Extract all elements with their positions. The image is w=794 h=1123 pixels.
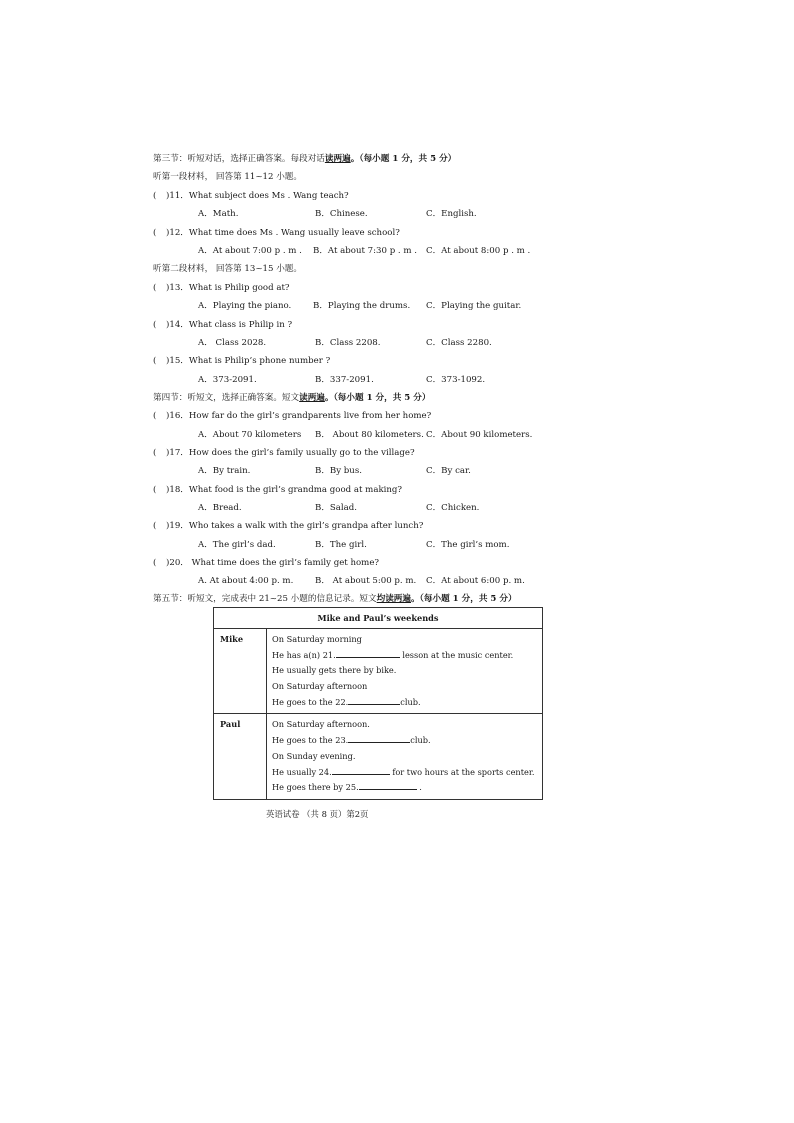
option-c: C．Playing the guitar. bbox=[426, 301, 522, 311]
question-number: )15． bbox=[166, 356, 189, 366]
option-b: B．Salad. bbox=[315, 503, 358, 513]
question-text: What time does the girl’s family get home? bbox=[188, 558, 380, 568]
table-row-paul bbox=[214, 714, 543, 799]
answer-paren-open: ( bbox=[153, 228, 157, 238]
question-18 bbox=[153, 484, 402, 496]
record-text: for two hours at the sports center. bbox=[389, 766, 535, 777]
option-a: A．373-2091. bbox=[198, 375, 257, 385]
option-c: C．373-1092. bbox=[426, 375, 486, 385]
option-b: B．Class 2208. bbox=[315, 338, 381, 348]
answer-paren-open: ( bbox=[153, 411, 157, 421]
option-c: C．English. bbox=[426, 209, 477, 219]
option-c: C．The girl’s mom. bbox=[426, 540, 510, 550]
option-b: B．The girl. bbox=[315, 540, 367, 550]
question-17 bbox=[153, 447, 415, 459]
option-b: B． At about 5:00 p. m. bbox=[315, 576, 417, 586]
record-text: He goes to the 22. bbox=[272, 696, 349, 707]
answer-blank-25[interactable] bbox=[359, 781, 417, 790]
row-content-paul bbox=[267, 714, 543, 799]
record-text: He goes to the 23. bbox=[272, 735, 349, 746]
section3-part2: 听第二段材料， 回答第 13~15 小题。 bbox=[153, 264, 302, 274]
option-c: C．At about 6:00 p. m. bbox=[426, 576, 525, 586]
answer-paren-open: ( bbox=[153, 283, 157, 293]
question-20 bbox=[153, 557, 379, 569]
question-19 bbox=[153, 520, 423, 532]
record-line bbox=[272, 780, 542, 796]
question-number: )20． bbox=[166, 558, 189, 568]
option-a: A．Math. bbox=[198, 209, 239, 219]
section4-heading-text: 第四节：听短文，选择正确答案。短文 bbox=[153, 393, 300, 403]
question-14 bbox=[153, 319, 292, 331]
record-text: . bbox=[416, 782, 422, 793]
option-a: A．The girl’s dad. bbox=[198, 540, 276, 550]
answer-blank-21[interactable] bbox=[336, 649, 400, 658]
table-row-mike bbox=[214, 629, 543, 714]
option-b: B．At about 7:30 p . m . bbox=[313, 246, 418, 256]
table-title: Mike and Paul’s weekends bbox=[214, 608, 543, 629]
question-text: What food is the girl’s grandma good at making? bbox=[188, 485, 403, 495]
question-11 bbox=[153, 190, 349, 202]
question-text: What time does Ms . Wang usually leave school? bbox=[188, 228, 400, 238]
answer-paren-open: ( bbox=[153, 191, 157, 201]
section3-heading-text: 第三节：听短对话，选择正确答案。每段对话 bbox=[153, 154, 325, 164]
option-b: B．Playing the drums. bbox=[313, 301, 411, 311]
option-c: C．Class 2280. bbox=[426, 338, 492, 348]
option-b: B．337-2091. bbox=[315, 375, 374, 385]
section4-heading bbox=[153, 392, 430, 404]
question-text: How far do the girl’s grandparents live from her home? bbox=[188, 411, 432, 421]
option-a: A．By train. bbox=[198, 466, 251, 476]
record-text: He has a(n) 21. bbox=[272, 649, 336, 660]
answer-blank-23[interactable] bbox=[348, 734, 410, 743]
option-b: B．By bus. bbox=[315, 466, 362, 476]
answer-paren-open: ( bbox=[153, 521, 157, 531]
record-text: He goes there by 25. bbox=[272, 782, 359, 793]
option-c: C．At about 8:00 p . m . bbox=[426, 246, 531, 256]
record-line bbox=[272, 765, 542, 781]
option-b: B． About 80 kilometers. bbox=[315, 430, 424, 440]
question-text: What is Philip’s phone number ? bbox=[188, 356, 331, 366]
option-c: C．Chicken. bbox=[426, 503, 480, 513]
option-a: A. At about 4:00 p. m. bbox=[198, 576, 294, 586]
question-number: )16． bbox=[166, 411, 189, 421]
record-text: club. bbox=[400, 696, 421, 707]
question-text: How does the girl’s family usually go to the village? bbox=[188, 448, 415, 458]
record-line bbox=[272, 648, 542, 664]
question-12 bbox=[153, 227, 400, 239]
record-text: lesson at the music center. bbox=[399, 649, 514, 660]
question-15 bbox=[153, 355, 330, 367]
row-label-mike: Mike bbox=[214, 629, 267, 714]
answer-paren-open: ( bbox=[153, 485, 157, 495]
question-number: )18． bbox=[166, 485, 189, 495]
section4-heading-emphasis: 读两遍 bbox=[299, 393, 325, 403]
question-number: )11． bbox=[166, 191, 189, 201]
option-a: A． Class 2028. bbox=[198, 338, 267, 348]
option-a: A．About 70 kilometers bbox=[198, 430, 302, 440]
section5-heading-score: 。（每小题 1 分，共 5 分） bbox=[411, 594, 517, 604]
record-line: On Sunday evening. bbox=[272, 750, 356, 761]
question-13 bbox=[153, 282, 290, 294]
section3-heading bbox=[153, 153, 456, 165]
answer-paren-open: ( bbox=[153, 320, 157, 330]
page-footer: 英语试卷 （共 8 页）第2页 bbox=[266, 809, 369, 819]
row-content-mike bbox=[267, 629, 543, 714]
option-a: A．Playing the piano. bbox=[198, 301, 292, 311]
row-label-paul: Paul bbox=[214, 714, 267, 799]
answer-paren-open: ( bbox=[153, 448, 157, 458]
section5-heading-emphasis: 均读两遍 bbox=[376, 594, 411, 604]
option-b: B．Chinese. bbox=[315, 209, 368, 219]
question-text: What class is Philip in ? bbox=[188, 320, 293, 330]
record-text: He usually 24. bbox=[272, 766, 332, 777]
question-text: What subject does Ms . Wang teach? bbox=[188, 191, 349, 201]
question-number: )14． bbox=[166, 320, 189, 330]
record-line bbox=[272, 695, 542, 711]
section3-heading-score: 。（每小题 1 分，共 5 分） bbox=[350, 154, 457, 164]
record-line: On Saturday afternoon. bbox=[272, 719, 370, 730]
answer-paren-open: ( bbox=[153, 356, 157, 366]
record-line: On Saturday afternoon bbox=[272, 681, 368, 692]
question-text: Who takes a walk with the girl’s grandpa after lunch? bbox=[188, 521, 424, 531]
question-number: )17． bbox=[166, 448, 189, 458]
answer-blank-22[interactable] bbox=[348, 696, 400, 705]
info-record-table bbox=[213, 607, 543, 800]
question-number: )12． bbox=[166, 228, 189, 238]
answer-blank-24[interactable] bbox=[332, 766, 390, 775]
option-c: C．About 90 kilometers. bbox=[426, 430, 533, 440]
section3-heading-emphasis: 读两遍 bbox=[324, 154, 351, 164]
question-text: What is Philip good at? bbox=[188, 283, 290, 293]
answer-paren-open: ( bbox=[153, 558, 157, 568]
option-c: C．By car. bbox=[426, 466, 471, 476]
section5-heading-text: 第五节：听短文，完成表中 21~25 小题的信息记录。短文 bbox=[153, 594, 377, 604]
record-line: On Saturday morning bbox=[272, 634, 362, 644]
option-a: A．At about 7:00 p . m . bbox=[198, 246, 302, 256]
option-a: A．Bread. bbox=[198, 503, 242, 513]
section3-part1: 听第一段材料， 回答第 11~12 小题。 bbox=[153, 172, 302, 182]
record-text: club. bbox=[410, 735, 431, 746]
question-number: )19． bbox=[166, 521, 189, 531]
record-line: He usually gets there by bike. bbox=[272, 665, 397, 676]
section5-heading bbox=[153, 593, 517, 605]
record-line bbox=[272, 733, 542, 749]
question-16 bbox=[153, 410, 431, 422]
section4-heading-score: 。（每小题 1 分，共 5 分） bbox=[324, 393, 431, 403]
question-number: )13． bbox=[166, 283, 189, 293]
